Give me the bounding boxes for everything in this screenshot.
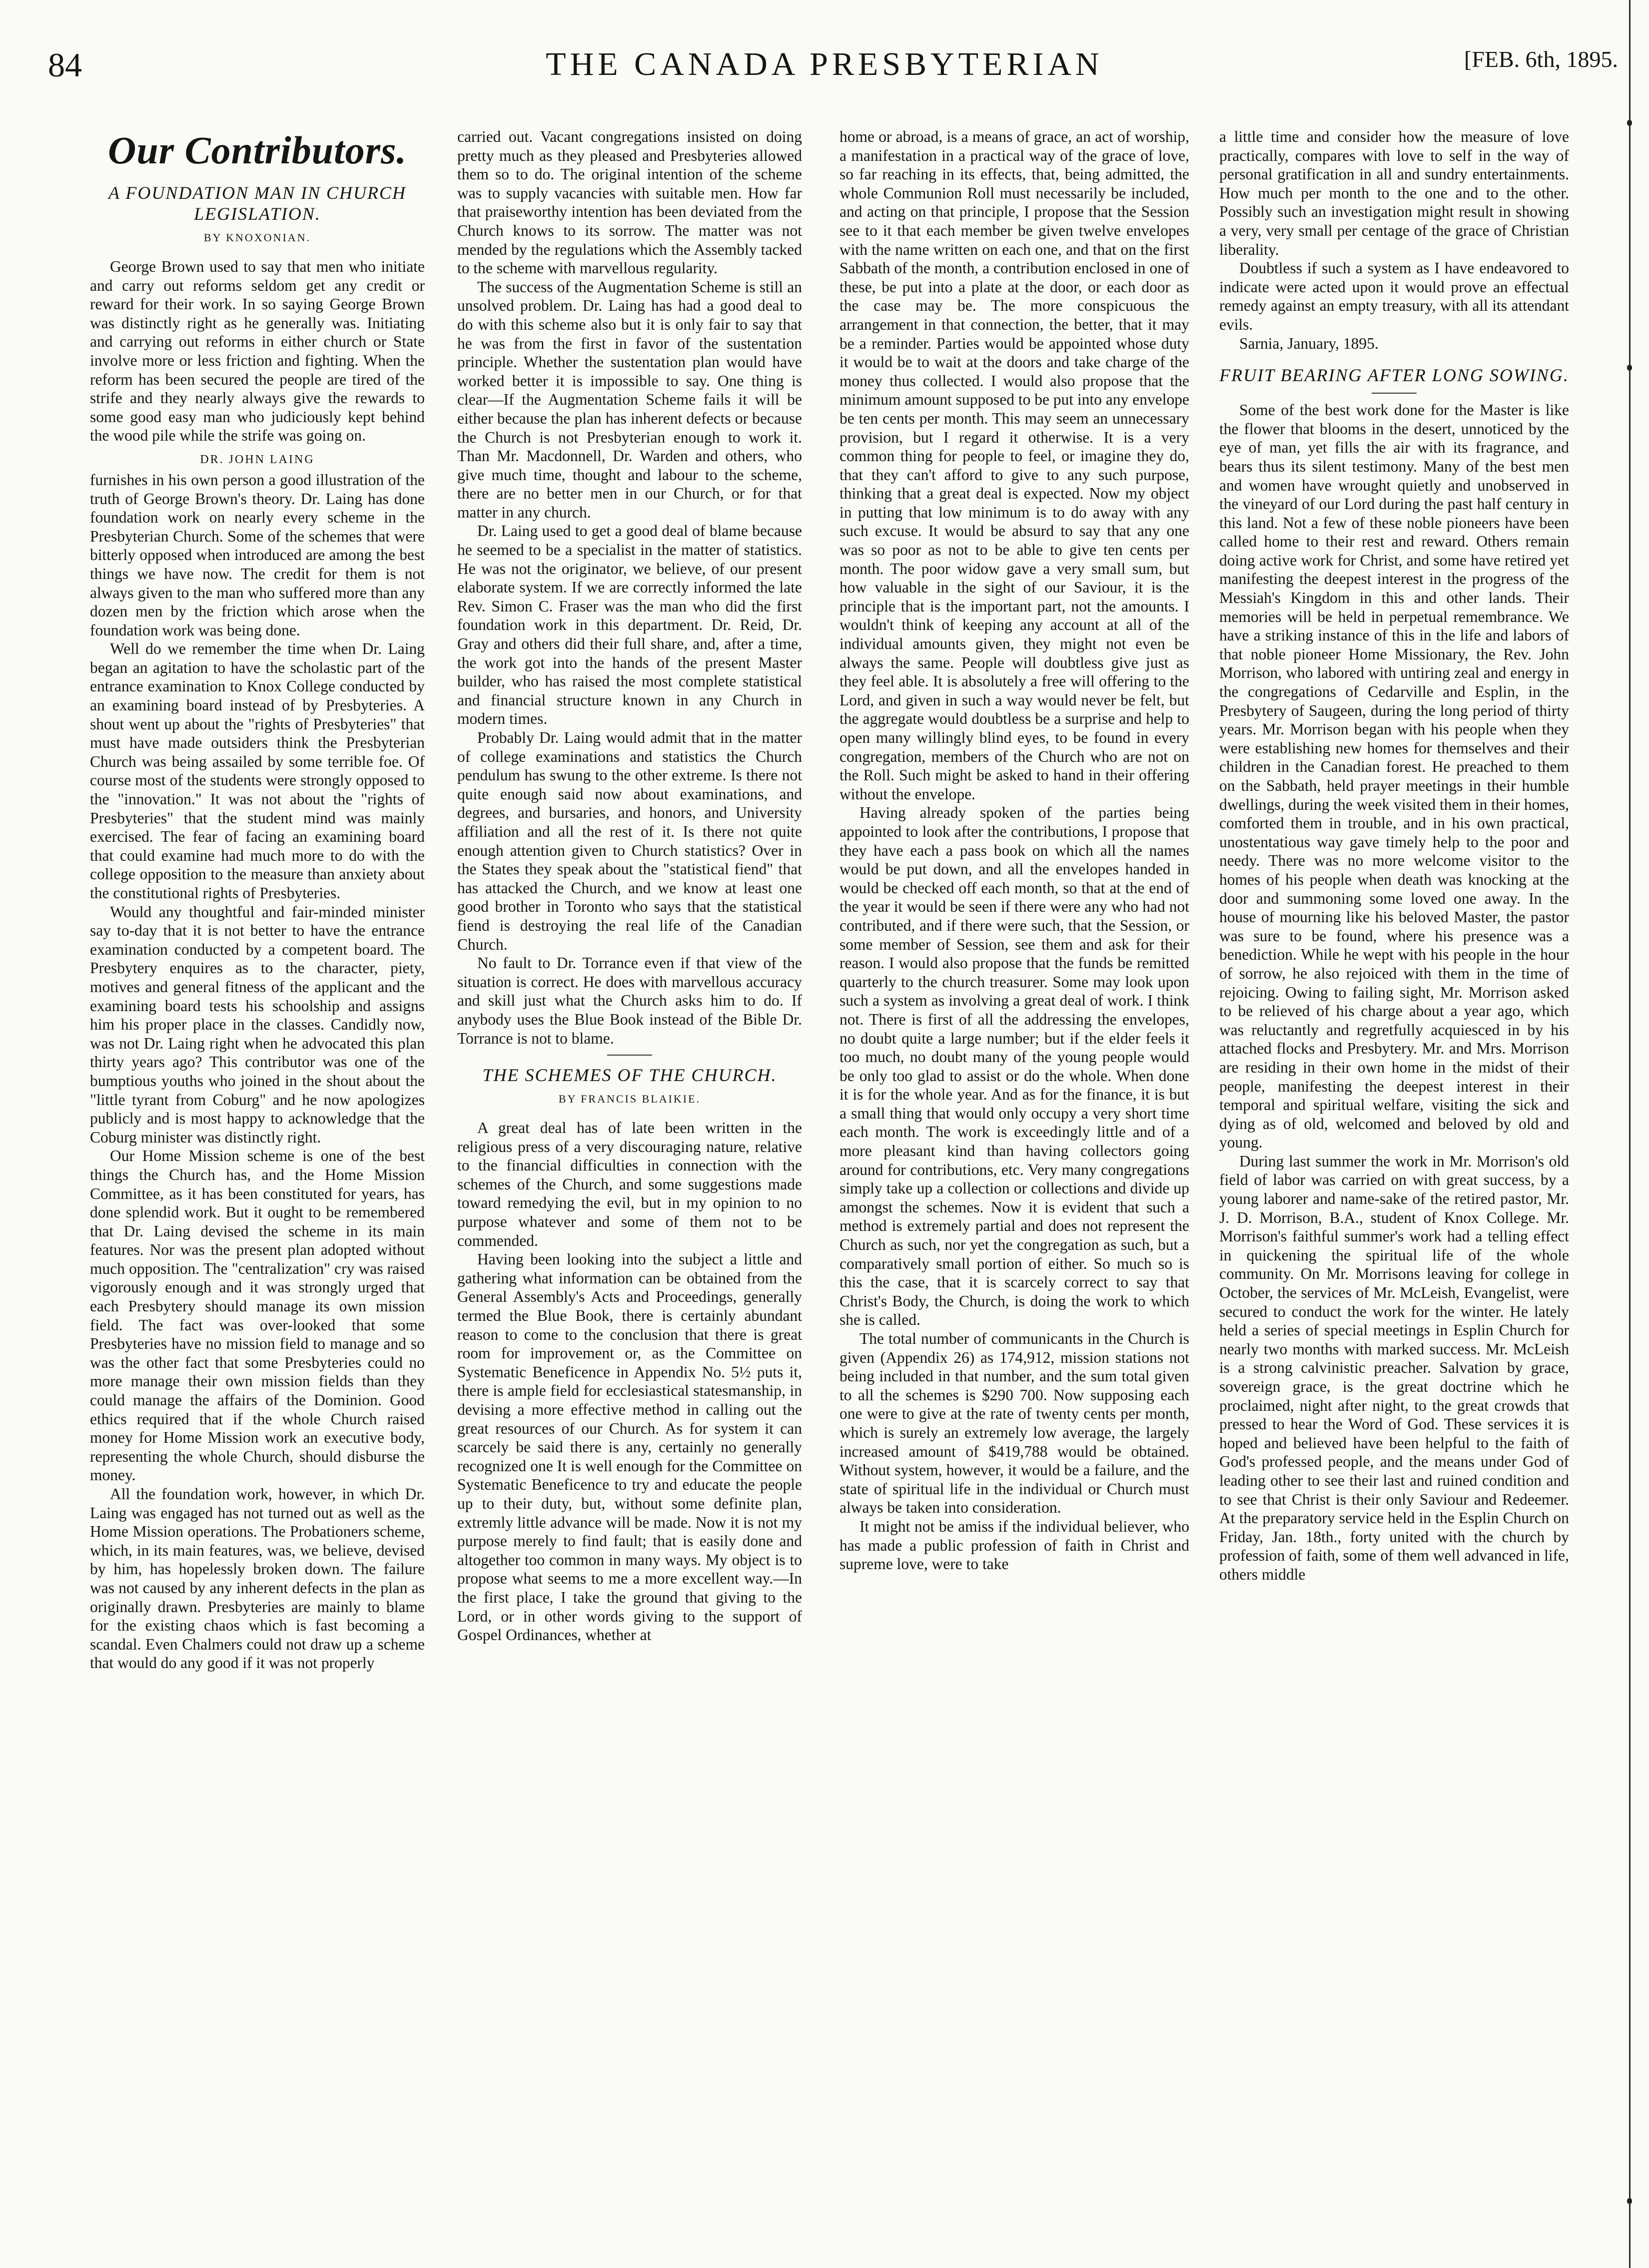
- paragraph: Would any thoughtful and fair-minded minister say to-day that it is not better to have the entrance examination conducted by a competent board. The Presbytery enquires as to the character, piety, motives and general fitness of the applicant and the examining board tests his schoolship and assigns him his proper place in the classes. Candidly now, was not Dr. Laing right when he advocated this plan thirty years ago? This contributor was one of the bumptious youths who joined in the shout about the "little tyrant from Coburg" and he now apologizes publicly and is most happy to acknowledge that the Coburg minister was distinctly right.: [90, 903, 425, 1146]
- divider: [1372, 393, 1417, 394]
- paragraph: It might not be amiss if the individual believer, who has made a public profession of faith in Christ and supreme love, were to take: [839, 1517, 1189, 1573]
- article-title-fruit-bearing: FRUIT BEARING AFTER LONG SOWING.: [1219, 365, 1569, 386]
- page-edge-line: [1629, 0, 1631, 2268]
- signoff-sarnia: Sarnia, January, 1895.: [1239, 334, 1379, 352]
- page-edge-mark: [1627, 120, 1632, 126]
- paragraph: During last summer the work in Mr. Morrison's old field of labor was carried on with great success, by a young laborer and name-sake of the retired pastor, Mr. J. D. Morrison, B.A., student of Knox College. Mr. Morrison's faithful summer's work had a telling effect in quickening the spiritual life of the whole community. On Mr. Morrisons leaving for college in October, the services of Mr. McLeish, Evangelist, were secured to conduct the work for the winter. He lately held a series of special meetings in Esplin Church for nearly two months with marked success. Mr. McLeish is a strong calvinistic preacher. Salvation by grace, sovereign grace, is the great doctrine which he proclaimed, night after night, to the great crowds that pressed to hear the Word of God. These services it is hoped and believed have been helpful to the faith of God's professed people, and the means under God of leading other to see their last and ruined condition and to see that Christ is their only Saviour and Redeemer. At the preparatory service held in the Esplin Church on Friday, Jan. 18th., forty united with the church by profession of faith, some of them well advanced in life, others middle: [1219, 1152, 1569, 1583]
- column-1: [90, 127, 425, 2223]
- paragraph: George Brown used to say that men who initiate and carry out reforms seldom get any credit or reward for their work. In so saying George Brown was distinctly right as he generally was. Initiating and carrying out reforms in either church or State involve more or less friction and fighting. When the reform has been secured the people are tired of the strife and they nearly always give the rewards to some good easy man who judiciously kept behind the wood pile while the strife was going on.: [90, 258, 425, 445]
- paragraph: A great deal has of late been written in the religious press of a very discouraging nature, relative to the financial difficulties in connection with the schemes of the Church, and some suggestions made toward remedying the evil, but in my opinion to no purpose whatever and some of them not to be commended.: [457, 1119, 802, 1249]
- column-3: [839, 127, 1189, 2223]
- subhead-john-laing: DR. JOHN LAING: [200, 453, 315, 466]
- paragraph: Dr. Laing used to get a good deal of blame because he seemed to be a specialist in the matter of statistics. He was not the originator, we believe, of our present elaborate system. If we are correctly informed the late Rev. Simon C. Fraser was the man who did the first foundation work in this department. Dr. Reid, Dr. Gray and others did their full share, and, after a time, the work got into the hands of the present Master builder, who has raised the most complete statistical and financial structure known in any Church in modern times.: [457, 522, 802, 728]
- article-title-schemes: THE SCHEMES OF THE CHURCH.: [482, 1065, 777, 1086]
- paragraph: Some of the best work done for the Master is like the flower that blooms in the desert, unnoticed by the eye of man, yet fills the air with its fragrance, and bears thus its silent testimony. Many of the best men and women have wrought quietly and unobserved in the vineyard of our Lord during the past half century in this land. Not a few of these noble pioneers have been called home to their rest and reward. Others remain doing active work for Christ, and some have retired yet manifesting the deepest interest in the progress of the Messiah's Kingdom in this and other lands. Their memories will be held in perpetual remembrance. We have a striking instance of this in the life and labors of that noble pioneer Home Missionary, the Rev. John Morrison, who labored with untiring zeal and energy in the congregations of Cedarville and Esplin, in the Presbytery of Saugeen, during the long period of thirty years. Mr. Morrison began with his people when they were establishing new homes for themselves and their children in the Canadian forest. He preached to them on the Sabbath, held prayer meetings in their humble dwellings, during the week visited them in their homes, comforted them in trouble, and in his own practical, unostentatious way gave timely help to the poor and needy. There was no more welcome visitor to the homes of his people when death was knocking at the door and summoning some loved one away. In the house of mourning like his beloved Master, the pastor was sure to be found, where his presence was a benediction. While he wept with his people in the hour of sorrow, he also rejoiced with them in the time of rejoicing. Owing to failing sight, Mr. Morrison asked to be relieved of his charge about a year ago, which was reluctantly and regretfully acquiesced in by his attached flocks and Presbytery. Mr. and Mrs. Morrison are residing in their own home in the midst of their people, manifesting the deepest interest in their temporal and spiritual welfare, visiting the sick and dying as of old, welcomed and beloved by old and young.: [1219, 401, 1569, 1151]
- divider: [607, 1055, 652, 1056]
- paragraph: No fault to Dr. Torrance even if that view of the situation is correct. He does with marvellous accuracy and skill just what the Church asks him to do. If anybody uses the Blue Book instead of the Bible Dr. Torrance is not to blame.: [457, 954, 802, 1047]
- paragraph: Having been looking into the subject a little and gathering what information can be obtained from the General Assembly's Acts and Proceedings, generally termed the Blue Book, there is certainly abundant reason to come to the conclusion that there is great room for improvement or, as the Committee on Systematic Beneficence in Appendix No. 5½ puts it, there is ample field for ecclesiastical statesmanship, in devising a more effective method in calling out the great resources of our Church. As for system it can scarcely be said there is any, certainly no generally recognized one It is well enough for the Committee on Systematic Beneficence to try and educate the people up to their duty, but, without some definite plan, extremly little advance will be made. Now it is not my purpose merely to find fault; that is easily done and altogether too common in many ways. My object is to propose what seems to me a more excellent way.—In the first place, I take the ground that giving to the Lord, or in other words giving to the support of Gospel Ordinances, whether at: [457, 1250, 802, 1644]
- issue-date: [FEB. 6th, 1895.: [1464, 46, 1618, 72]
- column-2: [457, 127, 802, 2223]
- page-edge-mark: [1627, 365, 1632, 371]
- section-title: Our Contributors.: [108, 128, 407, 172]
- paragraph: Well do we remember the time when Dr. Laing began an agitation to have the scholastic part of the entrance examination to Knox College conducted by an examining board instead of by Presbyteries. A shout went up about the "rights of Presbyteries" that must have made outsiders think the Presbyterian Church was being assailed by some terrible foe. Of course most of the students were strongly opposed to the "innovation." It was not about the "rights of Presbyteries" that the student mind was mainly exercised. The fear of facing an examining board that could examine had much more to do with the college opposition to the measure than anxiety about the constitutional rights of Presbyteries.: [90, 640, 425, 902]
- paragraph: Our Home Mission scheme is one of the best things the Church has, and the Home Mission Committee, as it has been constituted for years, has done splendid work. But it ought to be remembered that Dr. Laing devised the scheme in its main features. Nor was the present plan adopted without much opposition. The "centralization" cry was raised vigorously enough and it was strongly urged that each Presbytery should manage its own mission field. The fact was over-looked that some Presbyteries have no mission field to manage and so was the other fact that some Presbyteries could no more manage their own mission fields than they could manage the affairs of the Dominion. Good ethics required that if the whole Church raised money for Home Mission work an executive body, representing the whole Church, should disburse the money.: [90, 1147, 425, 1484]
- page-number: 84: [48, 46, 82, 84]
- byline-knoxonian: BY KNOXONIAN.: [203, 231, 311, 244]
- paragraph: Having already spoken of the parties being appointed to look after the contributions, I propose that they have each a pass book on which all the names would be put down, and all the envelopes handed in would be checked off each month, so that at the end of the year it would be seen if there were any who had not contributed, and if there were such, that the Session, or some member of Session, see them and ask for their reason. I would also propose that the funds be remitted quarterly to the church treasurer. Some may look upon such a system as involving a great deal of work. I think not. There is first of all the addressing the envelopes, no doubt quite a large number; but if the elder feels it too much, no doubt many of the young people would be only too glad to assist or do the whole. When done it is for the whole year. And as for the finance, it is but a small thing that would only occupy a very short time each month. The work is exceedingly little and of a more pleasant kind than having collectors going around for contributions, etc. Very many congregations simply take up a collection or collections and divide up amongst the schemes. Now it is evident that such a method is extremely partial and does not represent the Church as such, nor yet the congregation as such, but a comparatively small portion of either. So much so is this the case, that it is scarcely correct to say that Christ's Body, the Church, is doing the work to which she is called.: [839, 804, 1189, 1329]
- byline-blaikie: BY FRANCIS BLAIKIE.: [558, 1093, 701, 1106]
- paragraph: All the foundation work, however, in which Dr. Laing was engaged has not turned out as well as the Home Mission operations. The Probationers scheme, which, in its main features, was, we believe, devised by him, has hopelessly broken down. The failure was not caused by any inherent defects in the plan as originally drawn. Presbyteries are mainly to blame for the existing chaos which is fast becoming a scandal. Even Chalmers could not draw up a scheme that would do any good if it was not properly: [90, 1485, 425, 1672]
- paragraph: furnishes in his own person a good illustration of the truth of George Brown's theory. Dr. Laing has done foundation work on nearly every scheme in the Presbyterian Church. Some of the schemes that were bitterly opposed when introduced are among the best things we have now. The credit for them is not always given to the man who suffered more than any dozen men by the friction which arose when the foundation work was being done.: [90, 471, 425, 639]
- paragraph: Doubtless if such a system as I have endeavored to indicate were acted upon it would prove an effectual remedy against an empty treasury, with all its attendant evils.: [1219, 259, 1569, 333]
- paragraph: home or abroad, is a means of grace, an act of worship, a manifestation in a practical way of the grace of love, so far reaching in its effects, that, being admitted, the whole Communion Roll must necessarily be included, and acting on that principle, I propose that the Session see to it that each member be given twelve envelopes with the name written on each one, and that on the first Sabbath of the month, a contribution enclosed in one of these, be put into a plate at the door, or each door as the case may be. The more conspicuous the arrangement in that connection, the better, that it may be a reminder. Parties would be appointed whose duty it would be to wait at the doors and take charge of the money thus collected. I would also propose that the minimum amount supposed to be put into any envelope be ten cents per month. This may seem an unnecessary provision, but I regard it otherwise. It is a very common thing for people to feel, or imagine they do, that they can't afford to give to any such purpose, thinking that a great deal is expected. Now my object in putting that low minimum is to do away with any such excuse. It would be absurd to say that any one was so poor as not to be able to give ten cents per month. The poor widow gave a very small sum, but how valuable in the sight of our Saviour, it is the principle that is the important part, not the amounts. I wouldn't think of keeping any account at all of the individual amounts given, they might not even be always the same. People will doubtless give just as they feel able. It is absolutely a free will offering to the Lord, and given in such a way would never be felt, but the aggregate would doubtless be a surprise and help to open many willingly blind eyes, to be found in every congregation, members of the Church who are not on the Roll. Such might be asked to hand in their offering without the envelope.: [839, 128, 1189, 803]
- paragraph: carried out. Vacant congregations insisted on doing pretty much as they pleased and Presbyteries allowed them so to do. The original intention of the scheme was to supply vacancies with suitable men. How far that praiseworthy intention has been deviated from the Church knows to its sorrow. The matter was not mended by the regulations which the Assembly tacked to the scheme with marvellous regularity.: [457, 128, 802, 277]
- paragraph: The success of the Augmentation Scheme is still an unsolved problem. Dr. Laing has had a good deal to do with this scheme also but it is only fair to say that he was from the first in favor of the sustentation principle. Whether the sustentation plan would have worked better it is impossible to say. One thing is clear—If the Augmentation Scheme fails it will be either because the plan has inherent defects or because the Church is not Presbyterian enough to work it. Than Mr. Macdonnell, Dr. Warden and others, who give much time, thought and labour to the scheme, there are no better men in our Church, or for that matter in any church.: [457, 278, 802, 521]
- paragraph: Probably Dr. Laing would admit that in the matter of college examinations and statistics the Church pendulum has swung to the other extreme. Is there not quite enough said now about examinations, and degrees, and bursaries, and honors, and University affiliation and all the rest of it. Is there not quite enough attention given to Church statistics? Over in the States they speak about the "statistical fiend" that has attacked the Church, and we know at least one good brother in Toronto who says that the statistical fiend is destroying the real life of the Canadian Church.: [457, 729, 802, 953]
- page-edge-mark: [1627, 2198, 1632, 2204]
- column-4: [1219, 127, 1569, 2223]
- masthead-title: THE CANADA PRESBYTERIAN: [546, 46, 1103, 82]
- paragraph: a little time and consider how the measure of love practically, compares with love to self in the way of personal gratification in all and sundry entertainments. How much per month to the one and to the other. Possibly such an investigation might result in showing a very, very small per centage of the grace of Christian liberality.: [1219, 128, 1569, 258]
- article-title-foundation-man: A FOUNDATION MAN IN CHURCH LEGISLATION.: [108, 183, 406, 224]
- paragraph: The total number of communicants in the Church is given (Appendix 26) as 174,912, mission stations not being included in that number, and the sum total given to all the schemes is $290 700. Now supposing each one were to give at the rate of twenty cents per month, which is surely an extremely low average, the largely increased amount of $419,788 would be obtained. Without system, however, it would be a failure, and the state of spiritual life in the individual or Church must always be taken into consideration.: [839, 1330, 1189, 1517]
